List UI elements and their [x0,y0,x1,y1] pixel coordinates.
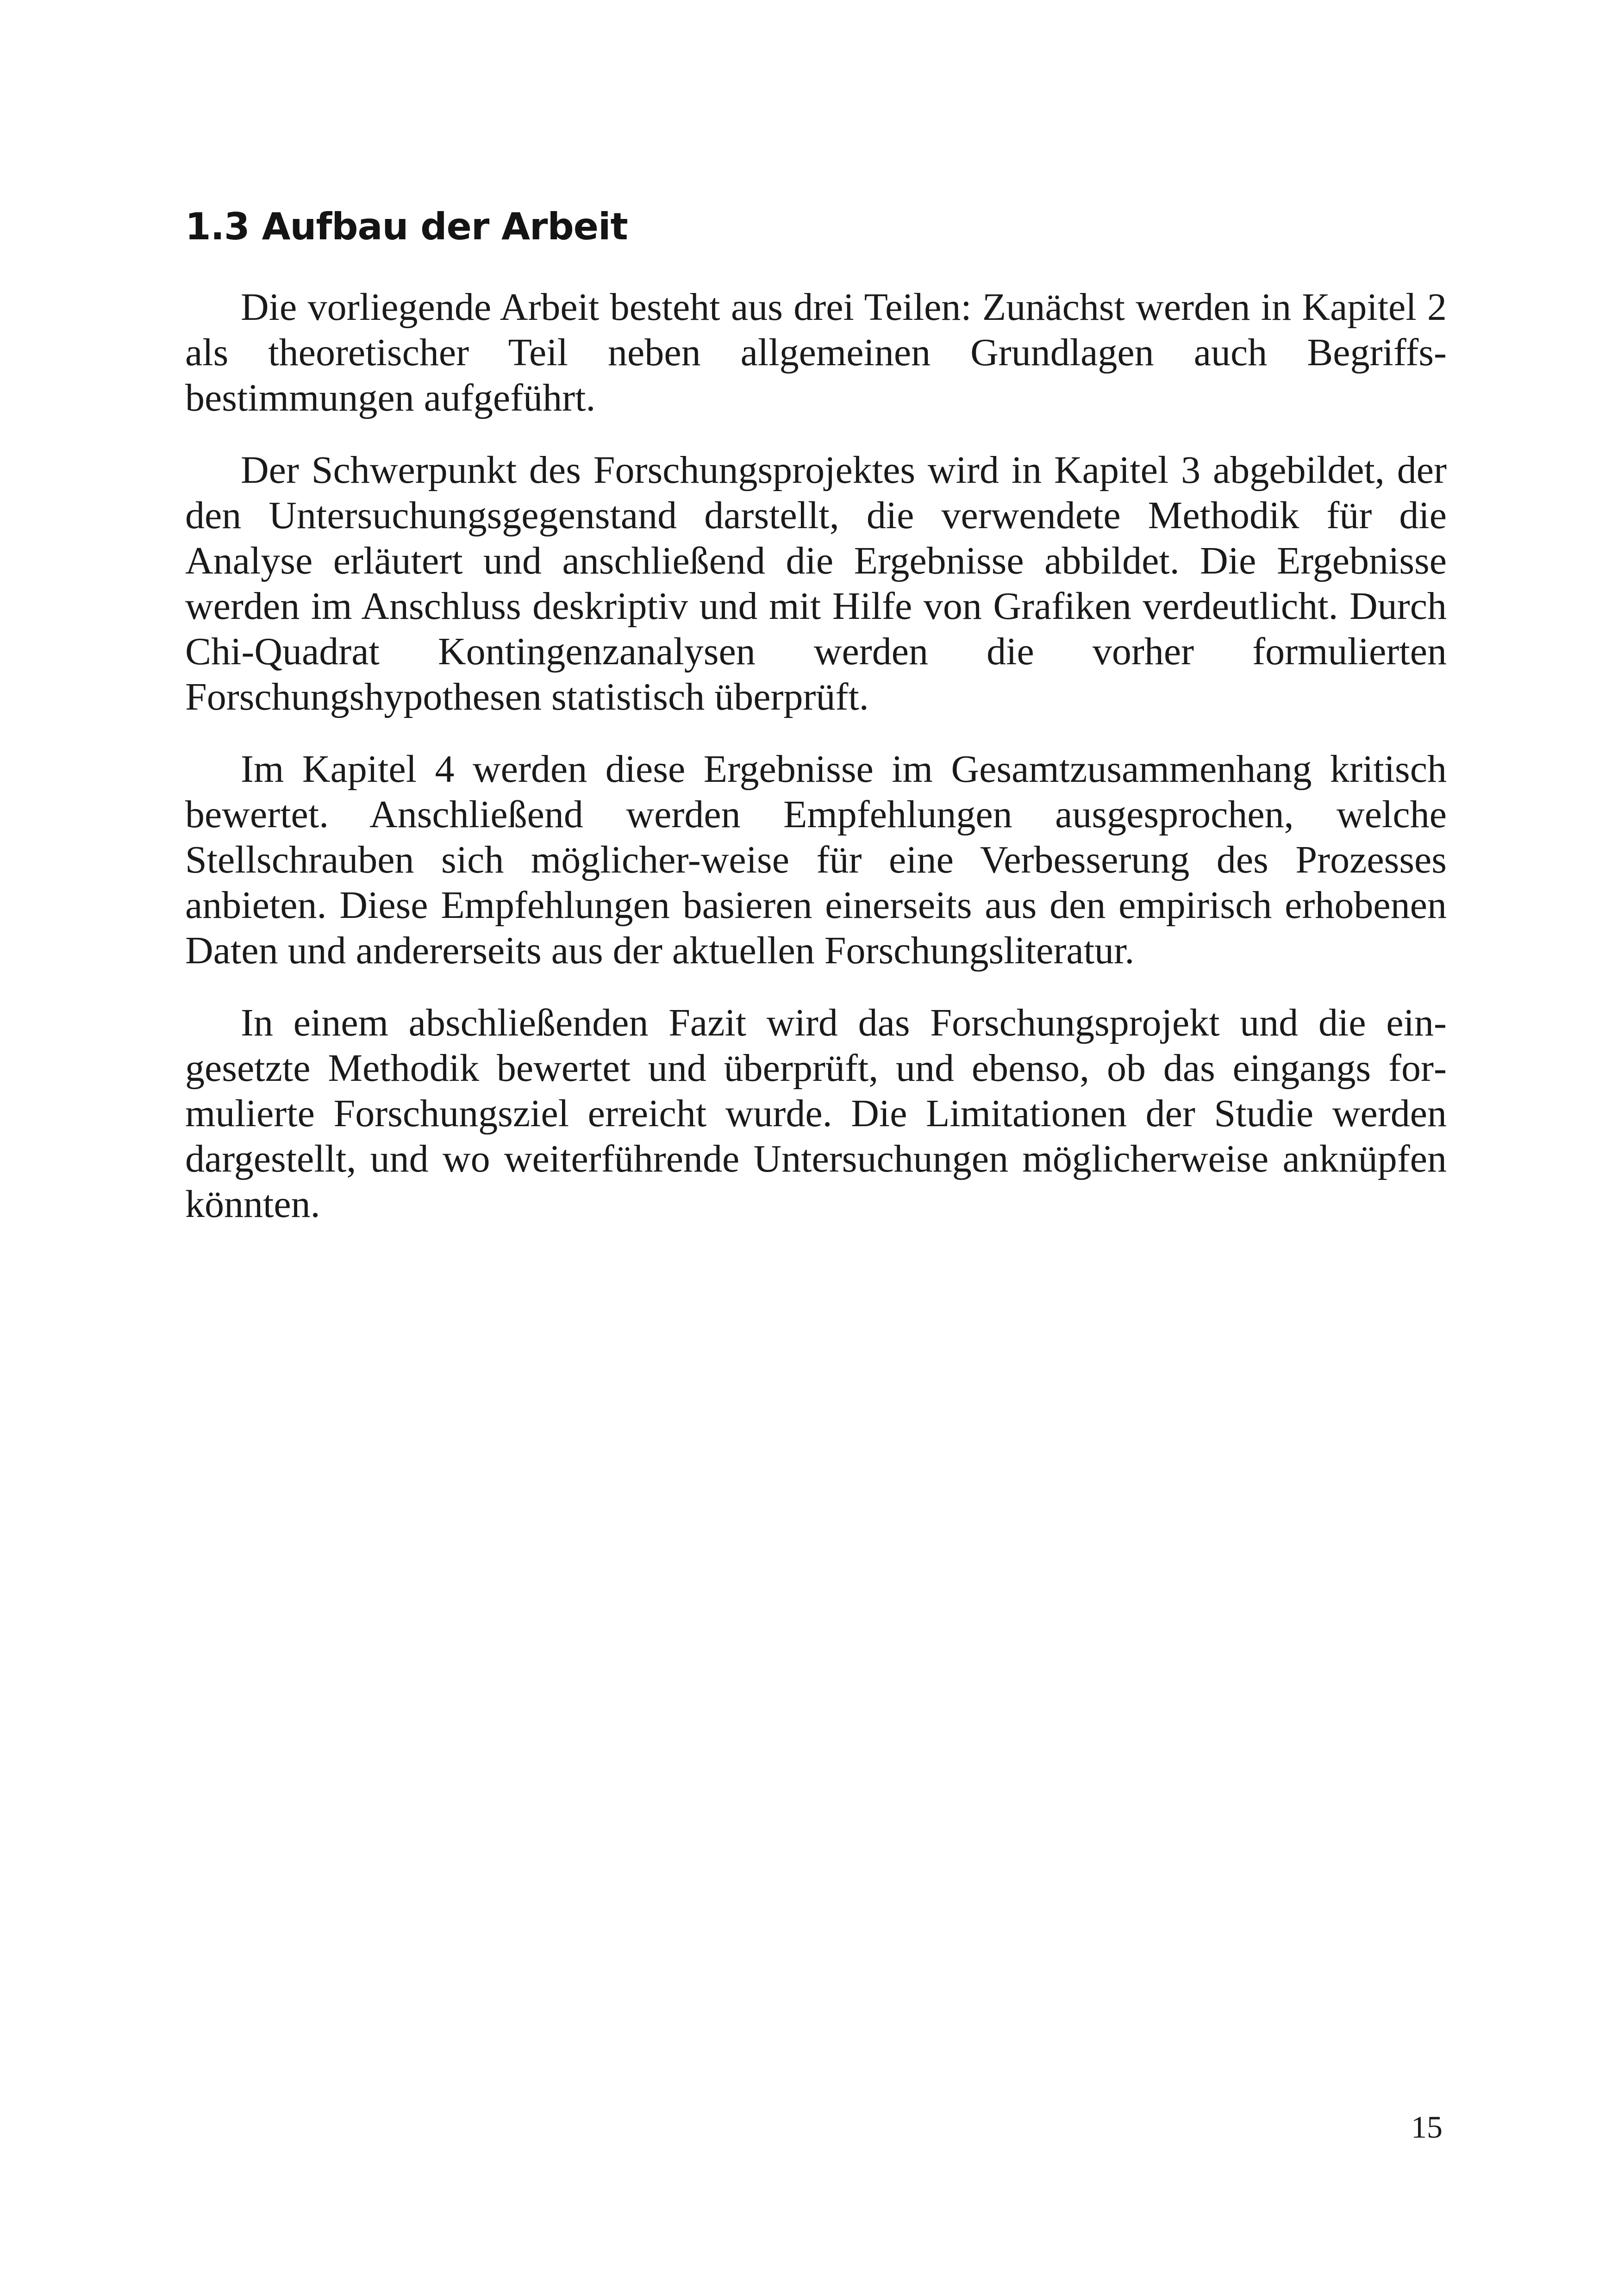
paragraph-4: In einem abschließenden Fazit wird das Forschungsprojekt und die eingesetzte Methodik bewertet und überprüft, und ebenso, ob das eingangs formulierte Forschungsziel erreicht wurde. Die Limitationen der Studie werden dargestellt, und wo weiterführende Untersuchungen möglicherweise anknüpfen könnten. [185,1001,1447,1226]
paragraph-3: Im Kapitel 4 werden diese Ergebnisse im Gesamtzusammenhang kritisch bewertet. Anschließend werden Empfehlungen ausgesprochen, welche Stellschrauben sich möglicher-weise für eine Verbesserung des Prozesses anbieten. Diese Empfehlungen basieren einerseits aus den empirisch erhobenen Daten und andererseits aus der aktuellen Forschungsliteratur. [185,748,1447,972]
section-heading: 1.3 Aufbau der Arbeit [185,205,628,248]
paragraph-1: Die vorliegende Arbeit besteht aus drei Teilen: Zunächst werden in Kapitel 2 als theoretischer Teil neben allgemeinen Grundlagen auch Begriffsbestimmungen aufgeführt. [185,286,1447,419]
body-text [185,285,1447,1254]
page-number: 15 [1411,2109,1443,2145]
paragraph-2: Der Schwerpunkt des Forschungsprojektes wird in Kapitel 3 abgebildet, der den Untersuchungsgegenstand darstellt, die verwendete Methodik für die Analyse erläutert und anschließend die Ergebnisse abbildet. Die Ergebnisse werden im Anschluss deskriptiv und mit Hilfe von Grafiken verdeutlicht. Durch Chi-Quadrat Kontingenzanalysen werden die vorher formulierten Forschungshypothesen statistisch überprüft. [185,449,1447,718]
